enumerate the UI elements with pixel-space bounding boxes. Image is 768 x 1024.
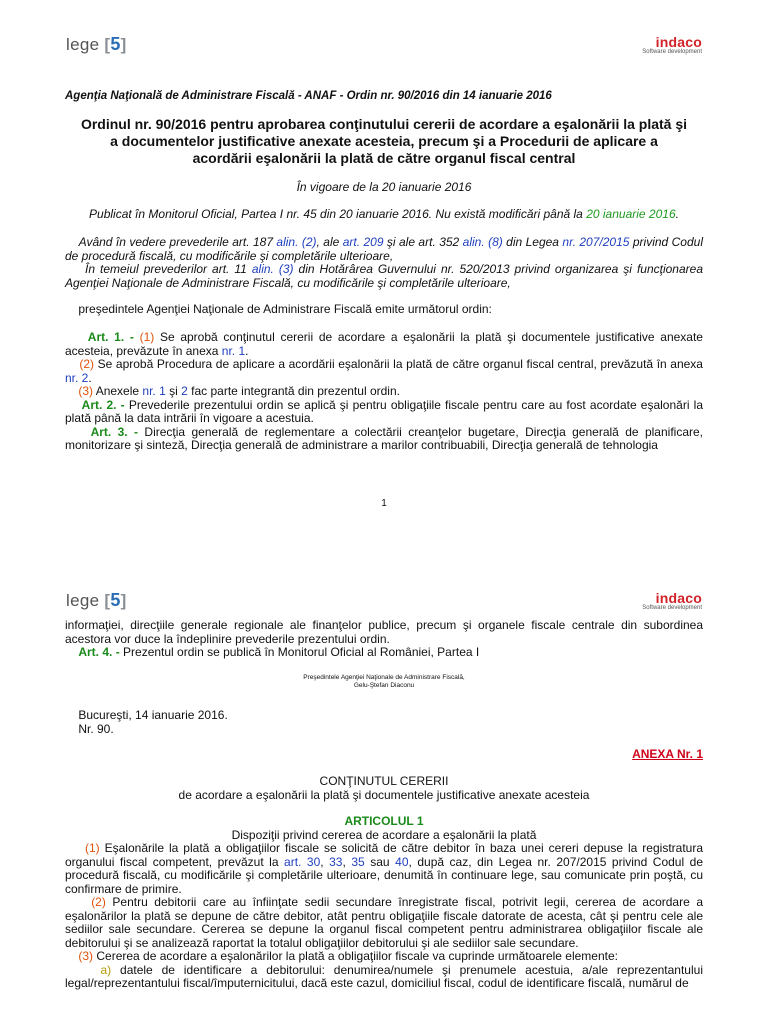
place-date: Bucureşti, 14 ianuarie 2016. [78, 708, 228, 722]
link-lege-207[interactable]: nr. 207/2015 [562, 235, 630, 249]
link-anexa-2b[interactable]: 2 [181, 384, 188, 398]
link-alin2[interactable]: alin. (2) [276, 235, 317, 249]
main-title: Ordinul nr. 90/2016 pentru aprobarea conţinutului cererii de acordare a eşalonării la plată şi a documentelor justificative anexate acesteia, precum şi a Procedurii de aplicare a acordării eşalonării la plată de către organul fiscal central [80, 116, 688, 166]
article1-para1: (1) Eşalonările la plată a obligaţiilor fiscale se solicită de către debitor în baza unei cereri depuse la registratura organului fiscal competent, prevăzut la art. 30, 33, 35 sau 40, după caz, din Legea nr. 207/2015 privind Codul de procedură fiscală, cu modificările şi completările ulterioare, denumită în continuare lege, sau comunicate prin poştă, cu confirmare de primire. [65, 841, 704, 896]
art2: Art. 2. - Prevederile prezentului ordin se aplică şi pentru obligaţiile fiscale pentru care au fost acordate eşalonări la plată până la data intrării în vigoare a acestuia. [65, 397, 704, 425]
anexa-1-heading: ANEXA Nr. 1 [632, 747, 703, 761]
page-header [66, 34, 702, 60]
link-art30[interactable]: art. 30 [284, 854, 321, 869]
page-separator [0, 548, 768, 564]
article-subtitle: Dispoziţii privind cererea de acordare a eşalonării la plată [231, 827, 537, 842]
art1-para2: (2) Se aprobă Procedura de aplicare a acordării eşalonării la plată de către organul fiscal central, prevăzută în anexa nr. 2. [65, 357, 703, 385]
page-number: 1 [381, 498, 387, 509]
signer-name: Gelu-Ştefan Diaconu [353, 682, 415, 689]
link-alin3[interactable]: alin. (3) [251, 262, 294, 276]
indaco-logo: indaco Software development [642, 34, 702, 55]
order-number: Nr. 90. [78, 721, 114, 736]
link-art40[interactable]: 40 [395, 854, 409, 869]
link-art33[interactable]: 33 [329, 854, 343, 869]
lege5-logo: lege [5] [66, 590, 127, 610]
article1-para2: (2) Pentru debitorii care au înfiinţate sedii secundare înregistrate fiscal, potrivit legii, cererea de acordare a eşalonărilor la plată se depune de către debitor, atât pentru obligaţiile fiscale datorate de acesta, cât şi pentru cele ale sediilor sale secundare. Cererea se depune la organul fiscal competent pentru administrarea obligaţiilor fiscale ale debitorului şi se analizează raportat la totalul obligaţiilor debitorului şi ale sediilor sale secundare. [65, 895, 703, 950]
link-anexa-2[interactable]: nr. 2 [65, 370, 89, 385]
page-header [66, 590, 702, 616]
art3-continued: informaţiei, direcţiile generale regionale ale finanţelor publice, precum şi organele fiscale centrale din subordinea acestora vor duce la îndeplinire prevederile prezentului ordin. [65, 618, 703, 646]
content-title: CONŢINUTUL CERERII [319, 774, 449, 788]
link-alin8[interactable]: alin. (8) [462, 235, 503, 249]
art3: Art. 3. - Direcţia generală de reglementare a colectării creanţelor bugetare, Direcţia generală de planificare, monitorizare şi sinteză, Direcţia generală de administrare a marilor contribuabili, Direcţia generală de tehnologia [65, 424, 703, 452]
signer-title: Preşedintele Agenţiei Naţionale de Administrare Fiscală, [303, 674, 465, 681]
doc-title: Agenţia Naţională de Administrare Fiscală - ANAF - Ordin nr. 90/2016 din 14 ianuarie 2016 [65, 90, 552, 102]
indaco-logo: indaco Software development [642, 590, 702, 611]
in-force: În vigoare de la 20 ianuarie 2016 [296, 180, 472, 194]
preamble-1: Având în vedere prevederile art. 187 alin. (2), ale art. 209 şi ale art. 352 alin. (8) din Legea nr. 207/2015 privind Codul de procedură fiscală, cu modificările şi completările ulterioare, [65, 235, 703, 263]
lege5-logo: lege [5] [66, 34, 127, 54]
published-line: Publicat în Monitorul Oficial, Partea I nr. 45 din 20 ianuarie 2016. Nu există modificări până la 20 ianuarie 2016. [89, 207, 679, 221]
link-art209[interactable]: art. 209 [342, 235, 384, 249]
preamble-3: preşedintele Agenţiei Naţionale de Administrare Fiscală emite următorul ordin: [78, 302, 492, 316]
article1-letter-a: a) datele de identificare a debitorului: denumirea/numele şi prenumele acestuia, a/ale reprezentantului legal/reprezentantului fiscal/împuternicitului, dacă este cazul, domiciliul fiscal, codul de identificare fiscală, numărul de [65, 962, 703, 990]
preamble-2: În temeiul prevederilor art. 11 alin. (3) din Hotărârea Guvernului nr. 520/2013 privind organizarea şi funcţionarea Agenţiei Naţionale de Administrare Fiscală, cu modificările şi completările ulterioare, [65, 262, 703, 290]
article1-para3: (3) Cererea de acordare a eşalonărilor la plată a obligaţiilor fiscale va cuprinde următoarele elemente: [78, 949, 618, 963]
art1-para1: Art. 1. - (1) Se aprobă conţinutul cererii de acordare a eşalonării la plată şi documentele justificative anexate acesteia, prevăzute în anexa nr. 1. [65, 330, 703, 358]
link-anexa-1b[interactable]: nr. 1 [142, 384, 166, 398]
document-page-2 [0, 564, 768, 1024]
art1-para3: (3) Anexele nr. 1 şi 2 fac parte integrantă din prezentul ordin. [78, 384, 400, 398]
published-date-link[interactable]: 20 ianuarie 2016 [586, 207, 676, 221]
art4: Art. 4. - Prezentul ordin se publică în Monitorul Oficial al României, Partea I [78, 645, 480, 659]
link-art35[interactable]: 35 [351, 854, 365, 869]
link-anexa-1[interactable]: nr. 1 [221, 343, 246, 358]
content-subtitle: de acordare a eşalonării la plată şi documentele justificative anexate acesteia [178, 787, 590, 802]
article-heading: ARTICOLUL 1 [344, 814, 424, 828]
